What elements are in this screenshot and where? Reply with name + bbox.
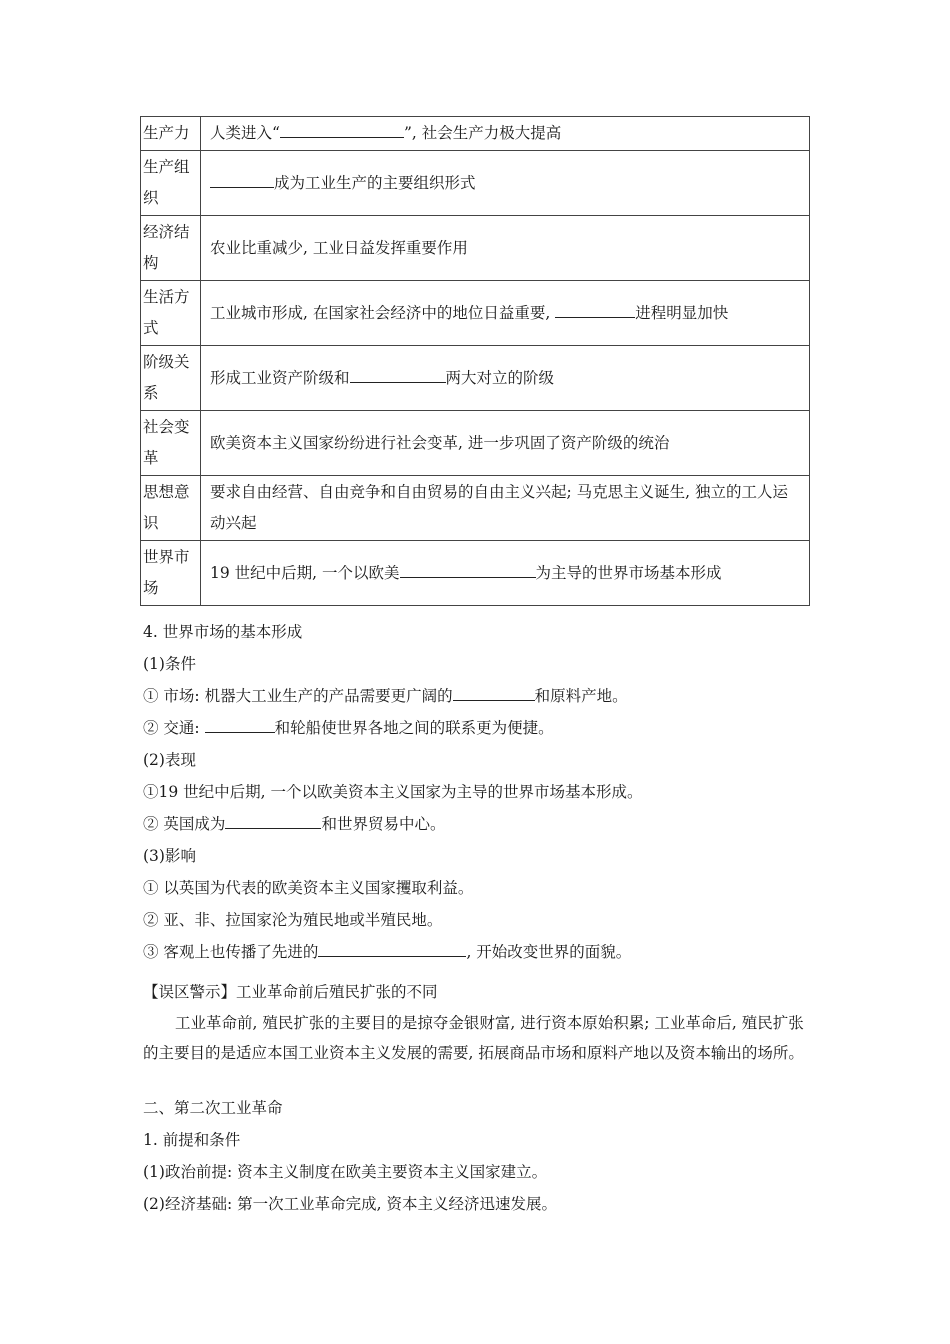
row-label: 生产力 bbox=[141, 117, 201, 151]
row-label: 思想意识 bbox=[141, 476, 201, 541]
fill-blank[interactable] bbox=[225, 812, 321, 829]
fill-blank[interactable] bbox=[350, 365, 446, 382]
table-row bbox=[141, 541, 810, 606]
row-label: 世界市场 bbox=[141, 541, 201, 606]
row-content: 形成工业资产阶级和 两大对立的阶级 bbox=[201, 346, 810, 411]
part-2 bbox=[143, 1092, 813, 1220]
row-content: 欧美资本主义国家纷纷进行社会变革, 进一步巩固了资产阶级的统治 bbox=[201, 411, 810, 476]
table-row bbox=[141, 151, 810, 216]
row-label: 阶级关系 bbox=[141, 346, 201, 411]
row-content: 要求自由经营、自由竞争和自由贸易的自由主义兴起; 马克思主义诞生, 独立的工人运动兴起 bbox=[201, 476, 810, 541]
row-content: 农业比重减少, 工业日益发挥重要作用 bbox=[201, 216, 810, 281]
row-content: 19 世纪中后期, 一个以欧美 为主导的世界市场基本形成 bbox=[201, 541, 810, 606]
fill-blank[interactable] bbox=[400, 560, 536, 577]
fill-blank[interactable] bbox=[205, 716, 275, 733]
table-row bbox=[141, 281, 810, 346]
list-item: ① 以英国为代表的欧美资本主义国家攫取利益。 bbox=[143, 879, 474, 897]
section-4 bbox=[143, 616, 813, 968]
section-title: 4. 世界市场的基本形成 bbox=[143, 623, 303, 641]
fill-blank[interactable] bbox=[555, 300, 635, 317]
subheading: (2)表现 bbox=[143, 751, 196, 769]
list-item: ③ 客观上也传播了先进的 , 开始改变世界的面貌。 bbox=[143, 936, 813, 968]
warning-text: 工业革命前, 殖民扩张的主要目的是掠夺金银财富, 进行资本原始积累; 工业革命后, 殖民扩张的主要目的是适应本国工业资本主义发展的需要, 拓展商品市场和原料产地以及资本输出的场所。 bbox=[143, 1014, 804, 1062]
subheading: (1)条件 bbox=[143, 655, 196, 673]
list-item: ② 亚、非、拉国家沦为殖民地或半殖民地。 bbox=[143, 911, 443, 929]
table-row bbox=[141, 476, 810, 541]
warning-heading: 【误区警示】工业革命前后殖民扩张的不同 bbox=[143, 983, 438, 1001]
fill-blank[interactable] bbox=[318, 940, 466, 957]
table-row bbox=[141, 411, 810, 476]
summary-table bbox=[140, 116, 810, 606]
list-item: (1)政治前提: 资本主义制度在欧美主要资本主义国家建立。 bbox=[143, 1163, 548, 1181]
fill-blank[interactable] bbox=[453, 684, 535, 701]
subheading: 1. 前提和条件 bbox=[143, 1131, 241, 1149]
row-content: 人类进入“ ”, 社会生产力极大提高 bbox=[201, 117, 810, 151]
section-title: 二、第二次工业革命 bbox=[143, 1099, 283, 1117]
subheading: (3)影响 bbox=[143, 847, 196, 865]
list-item: ② 英国成为 和世界贸易中心。 bbox=[143, 808, 813, 840]
list-item: ①19 世纪中后期, 一个以欧美资本主义国家为主导的世界市场基本形成。 bbox=[143, 783, 643, 801]
list-item: ② 交通: 和轮船使世界各地之间的联系更为便捷。 bbox=[143, 712, 813, 744]
list-item: ① 市场: 机器大工业生产的产品需要更广阔的 和原料产地。 bbox=[143, 680, 813, 712]
row-content: 成为工业生产的主要组织形式 bbox=[201, 151, 810, 216]
list-item: (2)经济基础: 第一次工业革命完成, 资本主义经济迅速发展。 bbox=[143, 1195, 557, 1213]
warning-box bbox=[143, 972, 813, 1068]
row-label: 生产组织 bbox=[141, 151, 201, 216]
row-label: 社会变革 bbox=[141, 411, 201, 476]
row-label: 生活方式 bbox=[141, 281, 201, 346]
fill-blank[interactable] bbox=[280, 121, 404, 138]
fill-blank[interactable] bbox=[210, 170, 274, 187]
table-row bbox=[141, 346, 810, 411]
row-label: 经济结构 bbox=[141, 216, 201, 281]
table-row bbox=[141, 216, 810, 281]
row-content: 工业城市形成, 在国家社会经济中的地位日益重要, 进程明显加快 bbox=[201, 281, 810, 346]
table-row bbox=[141, 117, 810, 151]
